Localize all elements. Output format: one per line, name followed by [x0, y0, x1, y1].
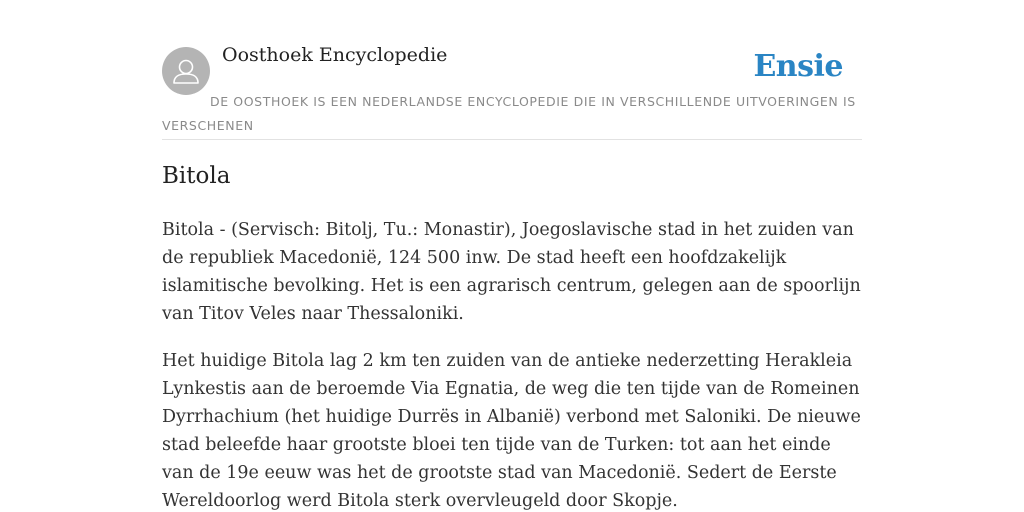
article-paragraph: Het huidige Bitola lag 2 km ten zuiden van de antieke nederzetting Herakleia Lynkestis aan de beroemde Via Egnatia, de weg die ten tijde van de Romeinen Dyrrhachium (het huidige Durrës in Albanië) verbond met Saloniki. De nieuwe stad beleefde haar grootste bloei ten tijde van de Turken: tot aan het einde van de 19e eeuw was het de grootste stad van Macedonië. Sedert de Eerste Wereldoorlog werd Bitola sterk overvleugeld door Skopje.: [162, 351, 861, 511]
article-title: Bitola: [162, 163, 231, 189]
source-name[interactable]: Oosthoek Encyclopedie: [222, 44, 448, 66]
brand-logo[interactable]: Ensie: [753, 49, 843, 84]
article-body: [162, 216, 862, 512]
source-header: [162, 0, 862, 140]
content-column: [162, 0, 862, 511]
source-tagline: DE OOSTHOEK IS EEN NEDERLANDSE ENCYCLOPEDIE DIE IN VERSCHILLENDE UITVOERINGEN IS VERSCHENEN: [162, 94, 856, 133]
article-paragraph: Bitola - (Servisch: Bitolj, Tu.: Monastir), Joegoslavische stad in het zuiden van de republiek Macedonië, 124 500 inw. De stad heeft een hoofdzakelijk islamitische bevolking. Het is een agrarisch centrum, gelegen aan de spoorlijn van Titov Veles naar Thessaloniki.: [162, 220, 861, 324]
user-icon[interactable]: [162, 47, 210, 95]
